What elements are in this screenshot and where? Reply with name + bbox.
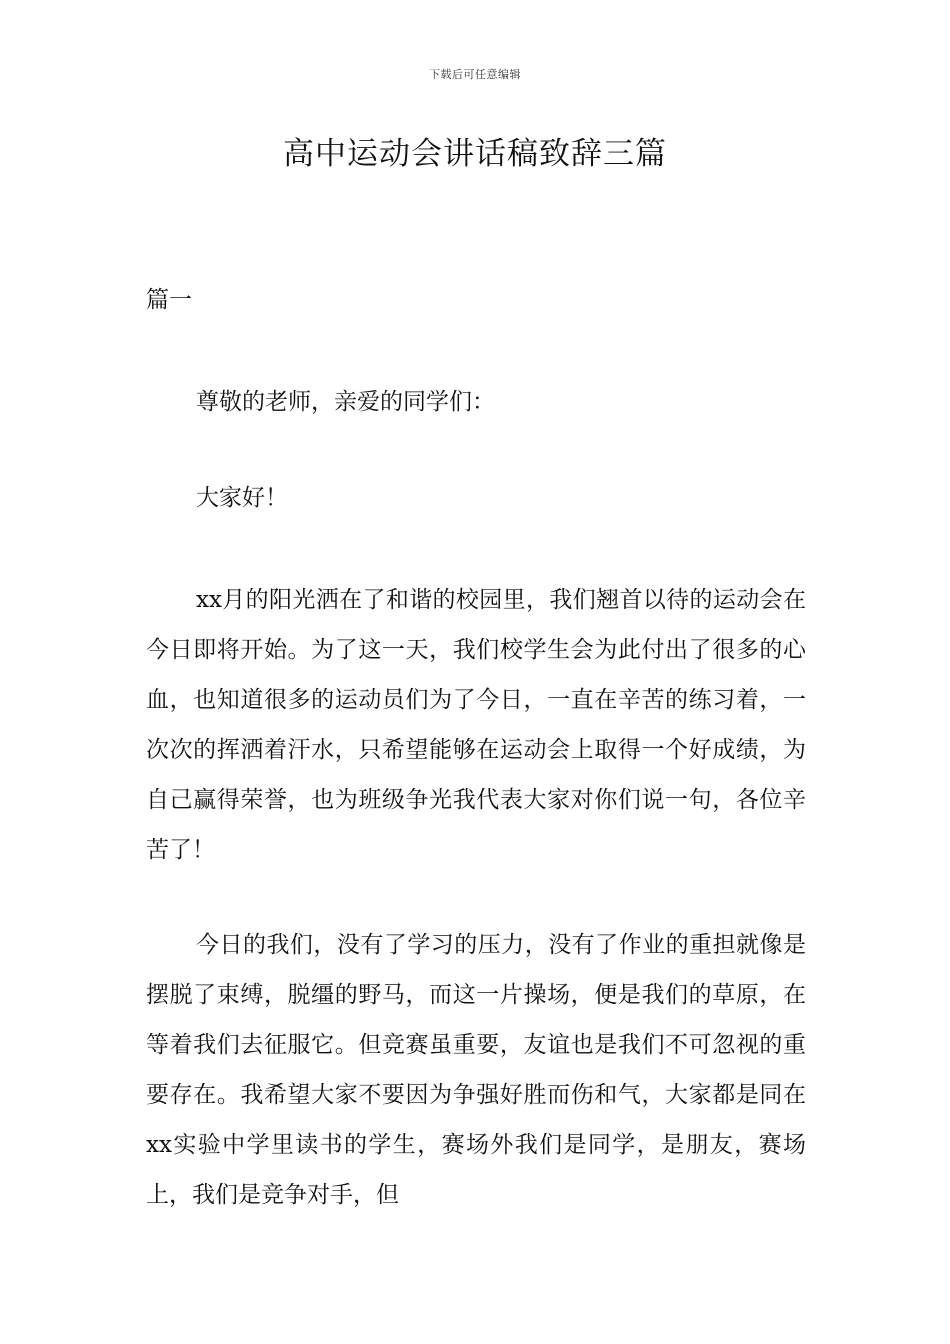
body-paragraph: 今日的我们，没有了学习的压力，没有了作业的重担就像是摆脱了束缚，脱缰的野马，而这一片操场，便是我们的草原，在等着我们去征服它。但竞赛虽重要，友谊也是我们不可忽视的重要存在。我希望大家不要因为争强好胜而伤和气，大家都是同在xx实验中学里读书的学生，赛场外我们是同学，是朋友，赛场上，我们是竞争对手，但 [146,932,806,1208]
section-label: 篇一 [146,287,192,313]
document-title: 高中运动会讲话稿致辞三篇 [283,136,667,172]
body-paragraph: xx月的阳光洒在了和谐的校园里，我们翘首以待的运动会在今日即将开始。为了这一天，我们校学生会为此付出了很多的心血，也知道很多的运动员们为了今日，一直在辛苦的练习着，一次次的挥洒着汗水，只希望能够在运动会上取得一个好成绩，为自己赢得荣誉，也为班级争光我代表大家对你们说一句，各位辛苦了！ [146,587,806,863]
download-note: 下载后可任意编辑 [429,68,521,81]
greeting-paragraph: 尊敬的老师，亲爱的同学们： [196,389,495,415]
hello-paragraph: 大家好！ [196,485,288,511]
